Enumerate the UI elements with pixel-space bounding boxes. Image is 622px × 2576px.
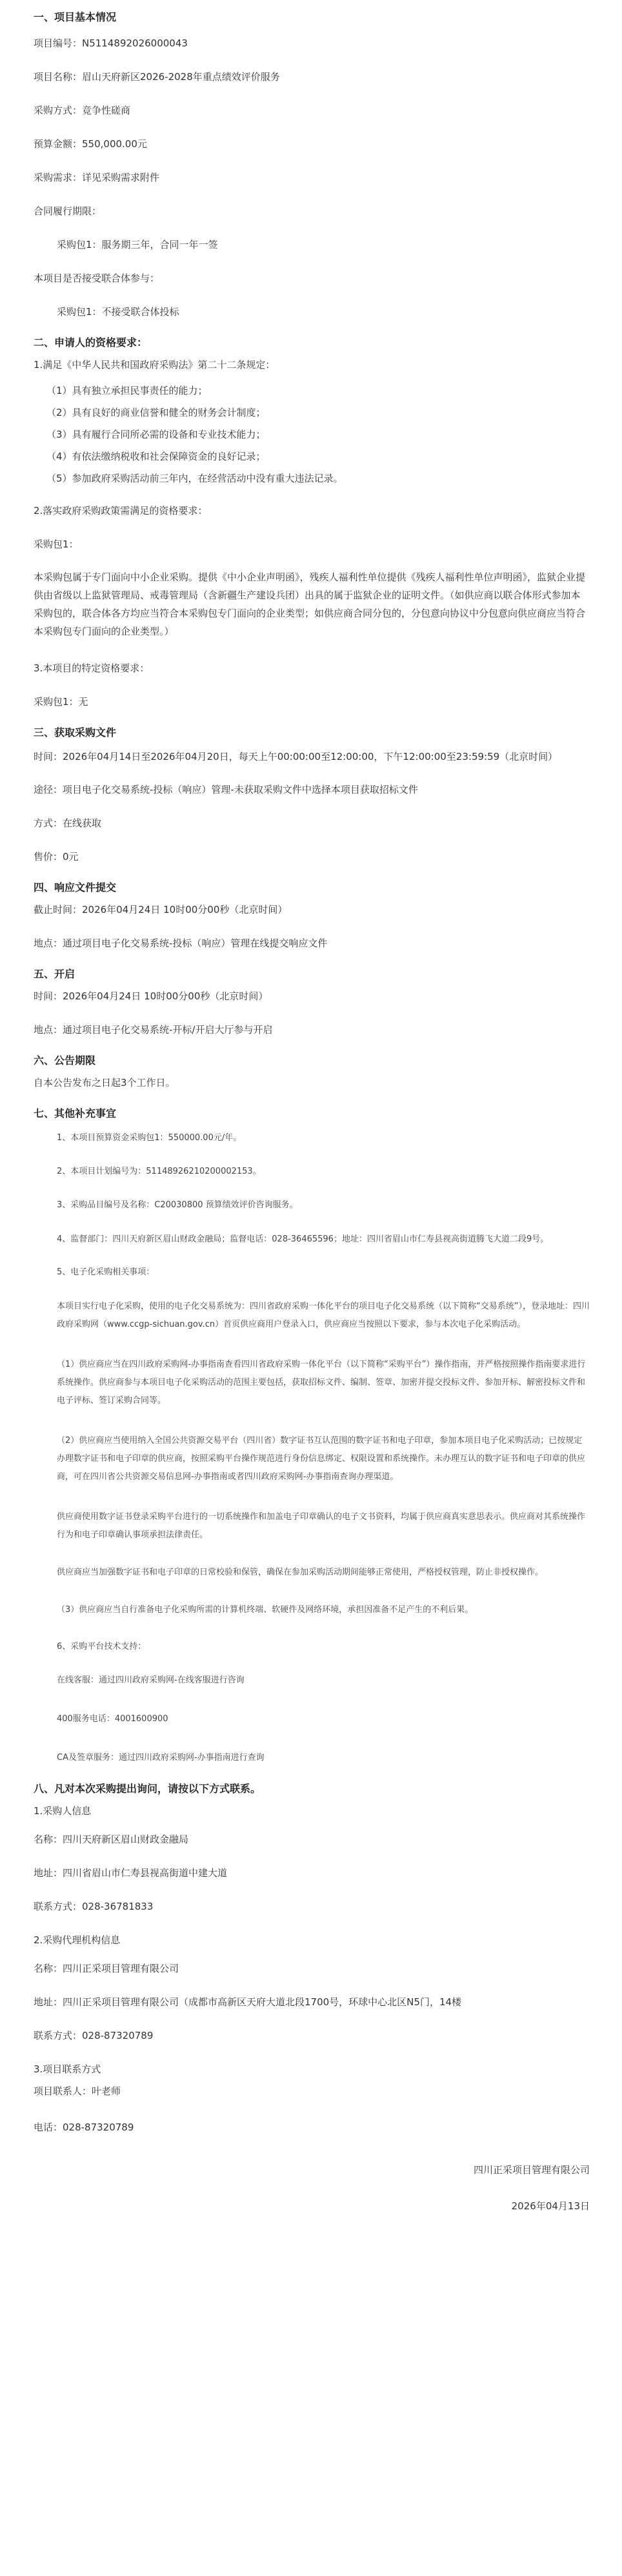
qualification-item-1: （1）具有独立承担民事责任的能力； (46, 385, 208, 396)
policy-package: 采购包1： (34, 538, 79, 550)
budget-amount: 预算金额：550,000.00元 (34, 138, 147, 150)
section-title-other: 七、其他补充事宜 (34, 1107, 117, 1119)
notice-period-text: 自本公告发布之日起3个工作日。 (34, 1077, 176, 1089)
buyer-heading: 1.采购人信息 (34, 1805, 92, 1817)
special-requirement-label: 3.本项目的特定资格要求： (34, 662, 150, 674)
electronic-procurement-item-2b: 供应商使用数字证书登录采购平台进行的一切系统操作和加盖电子印章确认的电子文书资料，均属于供应商真实意思表示。供应商对其系统操作行为和电子印章确认事项承担法律责任。 (57, 1512, 586, 1540)
other-item-3: 3、采购品目编号及名称：C20030800 预算绩效评价咨询服务。 (57, 1200, 298, 1210)
qualification-item-2: （2）具有良好的商业信誉和健全的财务会计制度； (46, 407, 266, 418)
buyer-address: 地址：四川省眉山市仁寿县视高街道中建大道 (34, 1867, 228, 1879)
electronic-procurement-item-3: （3）供应商应当自行准备电子化采购所需的计算机终端、软硬件及网络环境，承担因准备不足产生的不利后果。 (57, 1605, 474, 1615)
contact-person: 项目联系人：叶老师 (34, 2085, 121, 2097)
tech-support-ca: CA及签章服务：通过四川政府采购网-办事指南进行查询 (57, 1753, 265, 1763)
qualification-law: 1.满足《中华人民共和国政府采购法》第二十二条规定： (34, 359, 276, 371)
qualification-item-5: （5）参加政府采购活动前三年内，在经营活动中没有重大违法记录。 (46, 473, 343, 484)
consortium-label: 本项目是否接受联合体参与： (34, 272, 160, 284)
opening-place: 地点：通过项目电子化交易系统-开标/开启大厅参与开启 (34, 1024, 273, 1036)
section-title-contact: 八、凡对本次采购提出询问，请按以下方式联系。 (34, 1783, 261, 1795)
other-item-1: 1、本项目预算资金采购包1：550000.00元/年。 (57, 1133, 242, 1143)
section-title-notice-period: 六、公告期限 (34, 1054, 96, 1067)
submission-deadline: 截止时间：2026年04月24日 10时00分00秒（北京时间） (34, 904, 288, 915)
section-title-basic-info: 一、项目基本情况 (34, 11, 117, 23)
tech-support-online: 在线客服：通过四川政府采购网-在线客服进行咨询 (57, 1675, 245, 1685)
get-documents-mode: 方式：在线获取 (34, 817, 102, 829)
agent-name: 名称：四川正采项目管理有限公司 (34, 1963, 179, 1974)
procurement-requirement: 采购需求：详见采购需求附件 (34, 172, 160, 183)
get-documents-price: 售价：0元 (34, 851, 79, 863)
section-title-get-documents: 三、获取采购文件 (34, 726, 117, 739)
issuing-organization: 四川正采项目管理有限公司 (473, 2164, 590, 2176)
contract-period-label: 合同履行期限： (34, 205, 102, 217)
project-name: 项目名称：眉山天府新区2026-2028年重点绩效评价服务 (34, 71, 280, 83)
buyer-name: 名称：四川天府新区眉山财政金融局 (34, 1834, 189, 1845)
contract-period-package: 采购包1：服务期三年，合同一年一签 (57, 239, 218, 250)
other-item-6: 6、采购平台技术支持： (57, 1642, 146, 1651)
other-item-4: 4、监督部门：四川天府新区眉山财政金融局；监督电话：028-36465596；地址：四川省眉山市仁寿县视高街道腾飞大道二段9号。 (57, 1234, 549, 1244)
other-item-5: 5、电子化采购相关事项： (57, 1267, 155, 1277)
section-title-submission: 四、响应文件提交 (34, 881, 117, 894)
electronic-procurement-item-2: （2）供应商应当使用纳入全国公共资源交易平台（四川省）数字证书互认范围的数字证书和电子印章，参加本项目电子化采购活动；已按规定办理数字证书和电子印章的供应商，按照采购平台操作规范进行身份信息绑定、权限设置和系统操作。未办理互认的数字证书和电子印章的供应商，可在四川省公共资源交易信息网-办事指南或者四川政府采购网-办事指南查询办理渠道。 (57, 1436, 586, 1482)
electronic-procurement-item-1: （1）供应商应当在四川政府采购网-办事指南查看四川省政府采购一体化平台（以下简称“采购平台”）操作指南，并严格按照操作指南要求进行系统操作。供应商参与本项目电子化采购活动的范围主要包括，获取招标文件、编制、签章、加密并提交投标文件、参加开标、解密投标文件和电子评标、签订采购合同等。 (57, 1360, 586, 1406)
agent-address: 地址：四川正采项目管理有限公司（成都市高新区天府大道北段1700号，环球中心北区N5门，14楼 (34, 1996, 462, 2008)
qualification-item-3: （3）具有履行合同所必需的设备和专业技术能力； (46, 429, 266, 440)
agent-heading: 2.采购代理机构信息 (34, 1934, 121, 1946)
project-code: 项目编号：N5114892026000043 (34, 37, 188, 49)
consortium-package: 采购包1：不接受联合体投标 (57, 306, 179, 318)
agent-phone: 联系方式：028-87320789 (34, 2030, 154, 2041)
tech-support-phone: 400服务电话：4001600900 (57, 1714, 168, 1724)
get-documents-way: 途径：项目电子化交易系统-投标（响应）管理-未获取采购文件中选择本项目获取招标文件 (34, 784, 418, 795)
opening-time: 时间：2026年04月24日 10时00分00秒（北京时间） (34, 990, 268, 1002)
electronic-procurement-item-2c: 供应商应当加强数字证书和电子印章的日常校验和保管，确保在参加采购活动期间能够正常使用，严格授权管理，防止非授权操作。 (57, 1568, 544, 1577)
policy-requirement-label: 2.落实政府采购政策需满足的资格要求： (34, 505, 208, 516)
section-title-opening: 五、开启 (34, 968, 75, 980)
contact-phone: 电话：028-87320789 (34, 2121, 134, 2133)
electronic-procurement-text: 本项目实行电子化采购，使用的电子化交易系统为：四川省政府采购一体化平台的项目电子化交易系统（以下简称“交易系统”），登录地址：四川政府采购网（www.ccgp-sichuan.gov.cn）首页供应商用户登录入口，供应商应当按照以下要求，参与本次电子化采购活动。 (57, 1302, 590, 1329)
procurement-method: 采购方式：竞争性磋商 (34, 105, 131, 116)
qualification-item-4: （4）有依法缴纳税收和社会保障资金的良好记录； (46, 451, 266, 462)
buyer-phone: 联系方式：028-36781833 (34, 1901, 154, 1912)
get-documents-time: 时间：2026年04月14日至2026年04月20日，每天上午00:00:00至12:00:00，下午12:00:00至23:59:59（北京时间） (34, 751, 558, 762)
special-requirement-package: 采购包1：无 (34, 696, 88, 708)
section-title-qualification: 二、申请人的资格要求： (34, 336, 148, 349)
contact-heading: 3.项目联系方式 (34, 2063, 101, 2075)
issue-date: 2026年04月13日 (511, 2200, 590, 2212)
submission-place: 地点：通过项目电子化交易系统-投标（响应）管理在线提交响应文件 (34, 937, 328, 949)
policy-text: 本采购包属于专门面向中小企业采购。提供《中小企业声明函》，残疾人福利性单位提供《残疾人福利性单位声明函》，监狱企业提供由省级以上监狱管理局、戒毒管理局（含新疆生产建设兵团）出具的属于监狱企业的证明文件。（如供应商以联合体形式参加本采购包的，联合体各方均应当符合本采购包专门面向的企业类型；如供应商合同分包的，分包意向协议中分包意向供应商应当符合本采购包专门面向的企业类型。） (34, 571, 586, 637)
other-item-2: 2、本项目计划编号为：51148926210200002153。 (57, 1167, 261, 1176)
